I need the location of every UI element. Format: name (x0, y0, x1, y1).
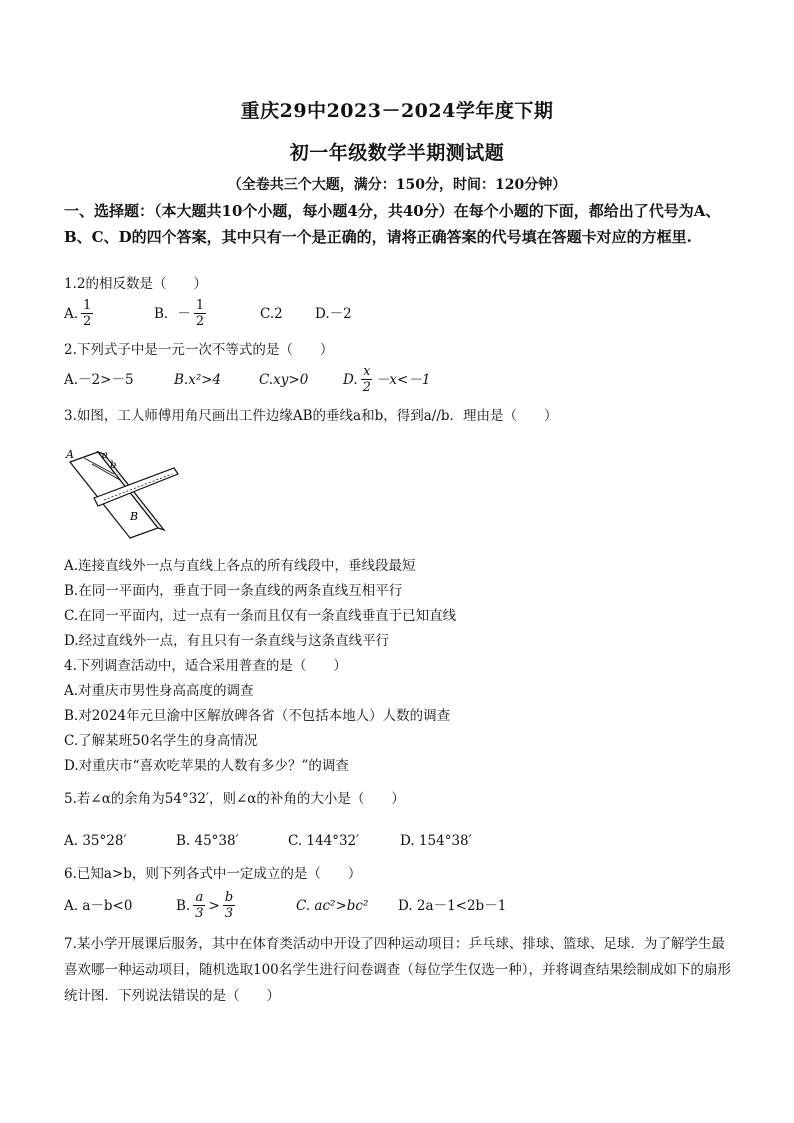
exam-title: 重庆29中2023－2024学年度下期 (240, 100, 554, 122)
q1-option-a (64, 298, 154, 329)
q2-option-d-fraction (361, 364, 373, 395)
q6-stem: 6.已知a>b，则下列各式中一定成立的是（ ） (64, 866, 362, 882)
fig-label-B: B (130, 510, 139, 523)
q4-option-d: D.对重庆市“喜欢吃苹果的人数有多少？”的调查 (64, 758, 349, 774)
q6-option-b-label: B. (176, 897, 191, 914)
q1-option-a-fraction (81, 298, 93, 329)
q2-option-b: B.x²>4 (174, 371, 222, 388)
q5-option-c: C. 144°32′ (288, 833, 360, 849)
q2-option-d (343, 364, 430, 395)
q3-option-d: D.经过直线外一点，有且只有一条直线与这条直线平行 (64, 633, 390, 649)
q4-option-a: A.对重庆市男性身高高度的调查 (64, 683, 254, 699)
q1-options (64, 298, 352, 329)
q3-option-a: A.连接直线外一点与直线上各点的所有线段中，垂线段最短 (64, 558, 416, 574)
q1-option-d: D.－2 (315, 305, 352, 322)
q2-option-d-rest: －x<－1 (375, 371, 431, 388)
q6-option-b-fraction-1 (193, 890, 205, 921)
fraction-denominator: 3 (195, 906, 204, 921)
section-1-instructions: 一、选择题：（本大题共10个小题，每小题4分，共40分）在每个小题的下面，都给出了代号为A、B、C、D的四个答案，其中只有一个是正确的，请将正确答案的代号填在答题卡对应的方框里. (64, 202, 721, 246)
q5-option-d: D. 154°38′ (400, 833, 472, 849)
q1-option-c: C.2 (260, 305, 283, 322)
fraction-denominator: 3 (224, 906, 234, 921)
q3-option-c: C.在同一平面内，过一点有一条而且仅有一条直线垂直于已知直线 (64, 608, 457, 624)
q4-option-b: B.对2024年元旦渝中区解放碑各省（不包括本地人）人数的调查 (64, 708, 451, 724)
fig-label-b: b (110, 460, 117, 471)
q6-option-b-operator: > (208, 897, 220, 914)
fig-label-a: a (102, 450, 108, 461)
fraction-numerator: 1 (195, 298, 205, 313)
q1-stem: 1.2的相反数是（ ） (64, 276, 207, 292)
q1-option-b-label: B．－ (154, 305, 191, 322)
fig-label-A: A (66, 448, 74, 461)
q2-options (64, 364, 430, 395)
q3-stem: 3.如图，工人师傅用角尺画出工件边缘AB的垂线a和b，得到a//b．理由是（ ） (64, 408, 558, 424)
q5-option-a: A. 35°28′ (64, 833, 127, 849)
q2-stem: 2.下列式子中是一元一次不等式的是（ ） (64, 342, 334, 358)
q7-stem: 7.某小学开展课后服务，其中在体育类活动中开设了四种运动项目：乒乓球、排球、篮球、足球．为了解学生最喜欢哪一种运动项目，随机选取100名学生进行问卷调查（每位学生仅选一种），并将调查结果绘制成如下的扇形统计图．下列说法错误的是（ ） (64, 936, 732, 1004)
q4-stem: 4.下列调查活动中，适合采用普查的是（ ） (64, 658, 347, 674)
q5-stem: 5.若∠α的余角为54°32′，则∠α的补角的大小是（ ） (64, 791, 405, 807)
q3-option-b: B.在同一平面内，垂直于同一条直线的两条直线互相平行 (64, 583, 403, 599)
q6-option-d: D. 2a－1<2b－1 (398, 897, 507, 914)
q6-option-b-fraction-2 (223, 890, 235, 921)
q2-option-d-label: D. (343, 371, 358, 388)
q2-option-c: C.xy>0 (259, 371, 309, 388)
fraction-denominator: 2 (362, 380, 371, 395)
q2-option-a: A.－2>－5 (64, 371, 134, 388)
exam-subtitle-title: 初一年级数学半期测试题 (289, 142, 505, 164)
fraction-denominator: 2 (83, 314, 92, 329)
q6-options (64, 890, 506, 921)
fraction-numerator: x (363, 364, 371, 379)
fraction-numerator: a (195, 890, 204, 905)
q1-option-a-label: A. (64, 305, 79, 322)
q5-options (64, 831, 472, 851)
fraction-denominator: 2 (195, 314, 205, 329)
q1-option-b-fraction (194, 298, 206, 329)
fraction-numerator: 1 (83, 298, 92, 313)
exam-info: （全卷共三个大题，满分：150分，时间：120分钟） (227, 177, 567, 193)
q3-try-square-figure (64, 444, 184, 540)
fraction-numerator: b (224, 890, 234, 905)
q6-option-a: A. a－b<0 (64, 897, 133, 914)
q5-option-b: B. 45°38′ (176, 833, 239, 849)
q1-option-b (154, 298, 260, 329)
q6-option-c: C. ac²>bc² (296, 897, 369, 914)
q6-option-b (176, 890, 296, 921)
q4-option-c: C.了解某班50名学生的身高情况 (64, 733, 258, 749)
